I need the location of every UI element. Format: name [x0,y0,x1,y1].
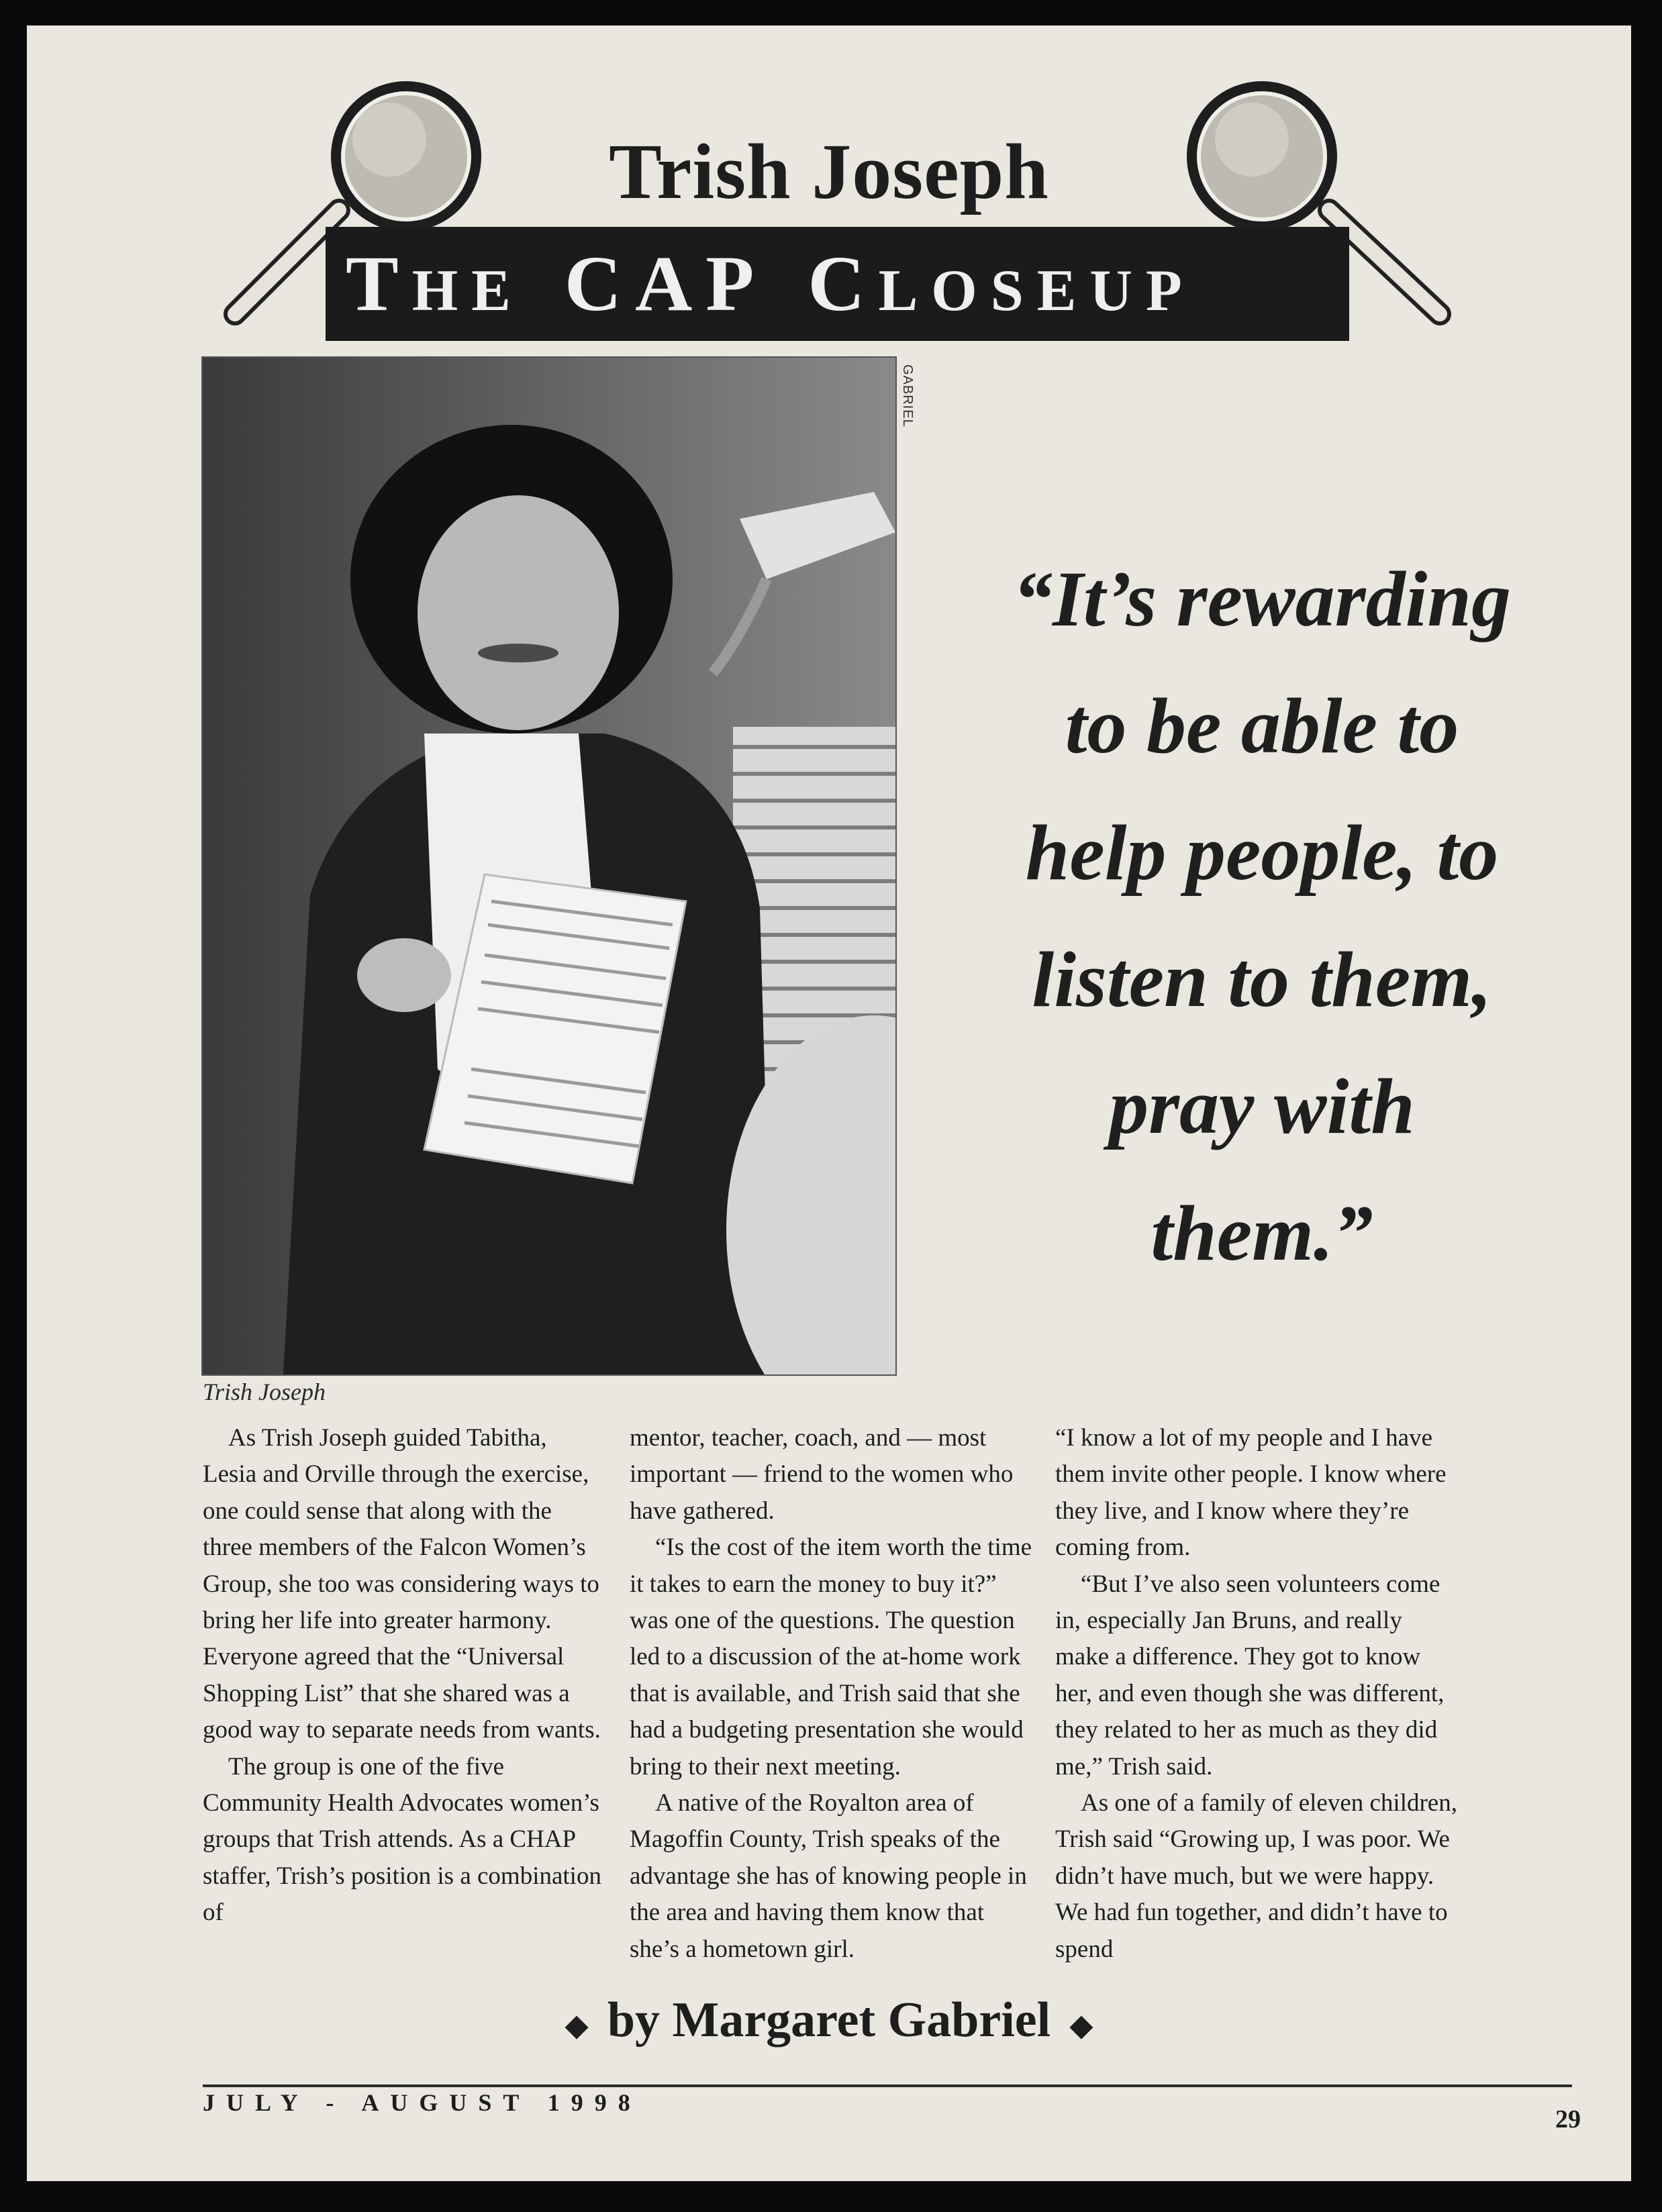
section-banner [326,227,1349,341]
paragraph: mentor, teacher, coach, and — most important — friend to the women who have gathered. [630,1424,1014,1525]
issue-date: JULY - AUGUST 1998 [203,2089,642,2116]
pull-quote-line: help people, to [1025,809,1499,897]
diamond-icon: ◆ [1069,2008,1093,2043]
paragraph: “Is the cost of the item worth the time it takes to earn the money to buy it?” was one of the questions. The question led to a discussion of the at-home work that is available, and Trish said that she had a budgeting presentation she would bring to their next meeting. [630,1534,1032,1780]
paragraph: As Trish Joseph guided Tabitha, Lesia and Orville through the exercise, one could sense that along with the three members of the Falcon Women’s Group, she too was considering ways to bring her life into greater harmony. Everyone agreed that the “Universal Shopping List” that she shared was a good way to separate needs from wants. [203,1424,601,1744]
pull-quote-line: “It’s rewarding [1013,555,1511,643]
portrait-photo [201,356,897,1376]
article-column-2 [630,1420,1032,1968]
article-column-3 [1055,1420,1458,1968]
byline [27,1992,1631,2049]
paragraph: “But I’ve also seen volunteers come in, especially Jan Bruns, and really make a difference. They got to know her, and even though she was different, they related to her as much as they did me,” Trish said. [1055,1570,1445,1780]
article-column-1 [203,1420,605,1931]
banner-cap: CAP [564,240,768,328]
pull-quote-line: them.” [1151,1189,1373,1277]
paragraph: The group is one of the five Community Health Advocates women’s groups that Trish attends. As a CHAP staffer, Trish’s position is a combination of [203,1752,601,1927]
paragraph: “I know a lot of my people and I have them invite other people. I know where they live, and I know where they’re coming from. [1055,1424,1447,1562]
pull-quote [906,536,1618,1297]
paragraph: A native of the Royalton area of Magoffin County, Trish speaks of the advantage she has of knowing people in the area and having them know that she’s a hometown girl. [630,1789,1027,1963]
banner-the: THE [346,240,524,328]
footer-rule [203,2084,1572,2087]
diamond-icon: ◆ [565,2008,589,2043]
banner-closeup: CLOSEUP [808,240,1195,328]
photo-illustration [203,358,895,1374]
pull-quote-line: to be able to [1065,682,1459,770]
article-title: Trish Joseph [609,128,1049,215]
pull-quote-line: listen to them, [1032,936,1492,1023]
magazine-page [27,26,1631,2181]
photo-credit: GABRIEL [900,364,915,428]
pull-quote-line: pray with [1109,1062,1415,1150]
page-number: 29 [1555,2105,1581,2133]
byline-text: by Margaret Gabriel [607,1993,1051,2048]
photo-caption: Trish Joseph [203,1378,326,1405]
paragraph: As one of a family of eleven children, Trish said “Growing up, I was poor. We didn’t have much, but we were happy. We had fun together, and didn’t have to spend [1055,1789,1457,1963]
